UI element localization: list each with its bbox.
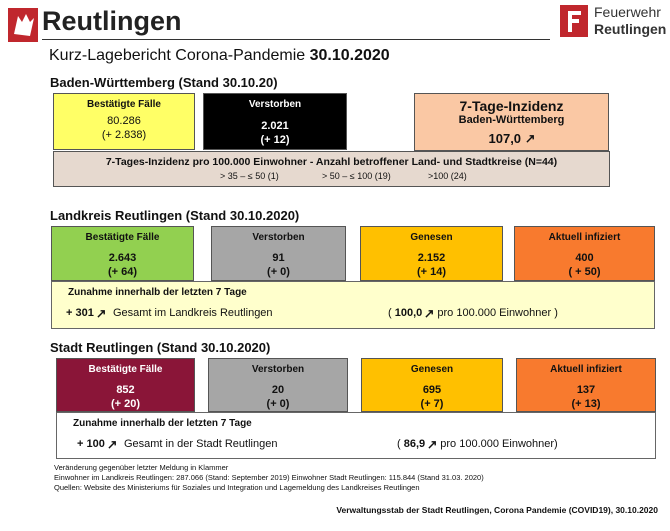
footer-note-changes: Veränderung gegenüber letzter Meldung in Klammer: [54, 463, 229, 472]
page-title: [49, 47, 390, 65]
lk-deceased-value: 91: [272, 252, 285, 264]
lk-heading: Landkreis Reutlingen (Stand 30.10.2020): [50, 208, 300, 223]
city-inc-value: 86,9: [403, 438, 426, 450]
title-prefix: Kurz-Lagebericht Corona-Pandemie: [49, 47, 310, 64]
trend-up-arrow-icon: [108, 440, 117, 449]
footer-note-sources: Quellen: Website des Ministeriums für Soziales und Integration und Lagemeldung des Landkreises Reutlingen: [54, 483, 420, 492]
lk-confirmed-value: 2.643: [108, 252, 137, 264]
city-deceased-value: 20: [271, 384, 285, 396]
lk-week-label: Zunahme innerhalb der letzten 7 Tage: [68, 287, 247, 298]
lk-week-row: [66, 307, 273, 319]
lk-confirmed-label: Bestätigte Fälle: [85, 232, 160, 243]
city-active-box: [516, 358, 656, 412]
lk-deceased-label: Verstorben: [252, 232, 305, 243]
city-recovered-change: (+ 7): [420, 398, 444, 410]
bw-range-3: >100 (24): [428, 171, 467, 181]
lk-recovered-value: 2.152: [417, 252, 446, 264]
city-active-value: 137: [576, 384, 596, 396]
city-crest-logo: [8, 8, 38, 42]
city-active-label: Aktuell infiziert: [550, 364, 622, 375]
bw-incidence-title: 7-Tage-Inzidenz: [459, 98, 564, 114]
city-deceased-box: [208, 358, 348, 412]
city-deceased-label: Verstorben: [251, 364, 305, 375]
bw-range-1: > 35 – ≤ 50 (1): [220, 171, 279, 181]
city-confirmed-change: (+ 20): [110, 398, 141, 410]
trend-up-arrow-icon: [428, 440, 437, 449]
lk-week-box: [51, 281, 655, 329]
city-inc-open: (: [397, 438, 404, 450]
city-incidence-row: [397, 438, 558, 450]
bw-districts-ranges: [54, 168, 609, 182]
city-confirmed-box: [56, 358, 195, 412]
bw-districts-box: [53, 151, 610, 187]
lk-inc-text: pro 100.000 Einwohner ): [437, 307, 558, 319]
header-rule: [42, 39, 550, 40]
fire-department-logo-icon: [560, 5, 588, 37]
city-name-logo-text: Reutlingen: [42, 6, 182, 36]
bw-deceased-box: [203, 93, 347, 150]
lk-recovered-box: [360, 226, 503, 281]
bw-heading: Baden-Württemberg (Stand 30.10.20): [50, 75, 278, 90]
lk-deceased-change: (+ 0): [267, 266, 290, 278]
city-active-change: (+ 13): [571, 398, 601, 410]
trend-up-arrow-icon: [526, 134, 535, 143]
lk-week-value: + 301: [66, 307, 94, 319]
bw-confirmed-value: 80.286: [107, 115, 141, 127]
lk-confirmed-change: (+ 64): [107, 266, 138, 278]
city-heading: Stadt Reutlingen (Stand 30.10.2020): [50, 340, 271, 355]
city-week-label: Zunahme innerhalb der letzten 7 Tage: [73, 418, 252, 429]
city-recovered-value: 695: [422, 384, 442, 396]
city-week-value: + 100: [77, 438, 105, 450]
footer-signature: Verwaltungsstab der Stadt Reutlingen, Corona Pandemie (COVID19), 30.10.2020: [336, 505, 658, 515]
city-week-box: [56, 412, 656, 459]
lk-inc-value: 100,0: [394, 307, 423, 319]
footer-note-population: Einwohner im Landkreis Reutlingen: 287.066 (Stand: September 2019) Einwohner Stadt Reutlingen: 115.844 (Stand 31.03. 2020): [54, 473, 484, 482]
lk-recovered-change: (+ 14): [416, 266, 447, 278]
city-confirmed-value: 852: [116, 384, 135, 396]
trend-up-arrow-icon: [97, 309, 106, 318]
footer-notes: [54, 463, 484, 493]
lk-active-label: Aktuell infiziert: [548, 232, 621, 243]
lk-week-text: Gesamt im Landkreis Reutlingen: [112, 307, 273, 319]
bw-incidence-value: 107,0: [488, 131, 522, 146]
city-week-row: [77, 438, 277, 450]
bw-confirmed-label: Bestätigte Fälle: [87, 99, 161, 110]
lk-active-value: 400: [575, 252, 594, 264]
bw-incidence-subtitle: Baden-Württemberg: [458, 114, 565, 126]
lk-inc-open: (: [388, 307, 395, 319]
lk-deceased-box: [211, 226, 346, 281]
lk-active-box: [514, 226, 655, 281]
city-week-text: Gesamt in der Stadt Reutlingen: [123, 438, 278, 450]
city-confirmed-label: Bestätigte Fälle: [88, 364, 163, 375]
bw-range-2: > 50 – ≤ 100 (19): [322, 171, 391, 181]
city-deceased-change: (+ 0): [266, 398, 290, 410]
bw-deceased-change: (+ 12): [260, 134, 290, 146]
lk-confirmed-box: [51, 226, 194, 281]
city-recovered-box: [361, 358, 503, 412]
bw-deceased-label: Verstorben: [248, 99, 302, 110]
fire-department-name-line2: Reutlingen: [594, 21, 667, 37]
fire-department-name-line1: Feuerwehr: [594, 4, 661, 20]
bw-districts-line: 7-Tages-Inzidenz pro 100.000 Einwohner - Anzahl betroffener Land- und Stadtkreise (N=44): [105, 156, 558, 168]
bw-confirmed-box: [53, 93, 195, 150]
bw-confirmed-change: (+ 2.838): [101, 129, 147, 141]
trend-up-arrow-icon: [425, 309, 434, 318]
city-recovered-label: Genesen: [410, 364, 454, 375]
lk-incidence-row: [388, 307, 558, 319]
bw-incidence-box: [414, 93, 609, 151]
lk-recovered-label: Genesen: [410, 232, 453, 243]
title-date: 30.10.2020: [309, 47, 390, 64]
city-inc-text: pro 100.000 Einwohner): [440, 438, 558, 450]
bw-deceased-value: 2.021: [261, 120, 289, 132]
lk-active-change: ( + 50): [568, 266, 601, 278]
